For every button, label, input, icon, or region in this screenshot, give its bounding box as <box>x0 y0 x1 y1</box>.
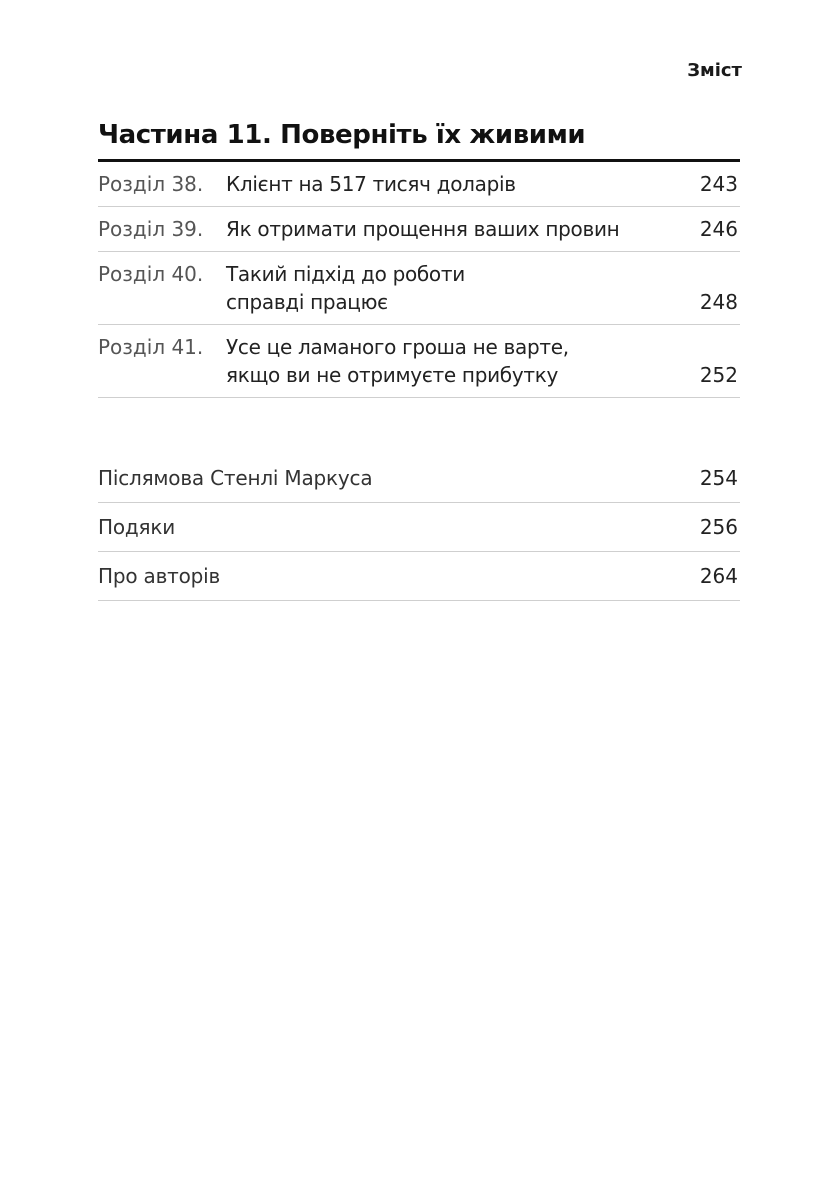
chapter-number: Розділ 38. <box>98 172 204 196</box>
toc-row-chapter-40[interactable] <box>98 252 740 325</box>
back-matter-list <box>98 454 740 601</box>
toc-row-chapter-39[interactable] <box>98 207 740 252</box>
toc-row-acknowledgements[interactable] <box>98 503 740 552</box>
page-number: 252 <box>699 363 738 387</box>
page-number: 246 <box>699 217 738 241</box>
chapter-title <box>226 215 692 243</box>
back-matter-title: Післямова Стенлі Маркуса <box>98 466 373 490</box>
running-header: Зміст <box>687 60 742 81</box>
toc-row-about-authors[interactable] <box>98 552 740 601</box>
chapter-number: Розділ 39. <box>98 217 204 241</box>
table-of-contents <box>98 118 740 601</box>
chapter-title <box>226 170 692 198</box>
part-title: Частина 11. Поверніть їх живими <box>98 118 740 162</box>
page-number: 256 <box>699 515 738 539</box>
chapter-title-line: Такий підхід до роботи <box>226 262 465 286</box>
chapter-title-line: якщо ви не отримуєте прибутку <box>226 363 559 387</box>
chapter-title <box>226 260 692 316</box>
toc-row-chapter-41[interactable] <box>98 325 740 398</box>
page-number: 254 <box>699 466 738 490</box>
back-matter-title: Подяки <box>98 515 176 539</box>
chapter-number: Розділ 41. <box>98 335 204 359</box>
chapter-title-line: Усе це ламаного гроша не варте, <box>226 335 569 359</box>
page-number: 243 <box>699 172 738 196</box>
chapter-number: Розділ 40. <box>98 262 204 286</box>
toc-row-chapter-38[interactable] <box>98 162 740 207</box>
toc-row-afterword[interactable] <box>98 454 740 503</box>
chapter-title-line: Клієнт на 517 тисяч доларів <box>226 172 516 196</box>
chapter-title-line: справді працює <box>226 290 388 314</box>
page-number: 264 <box>699 564 738 588</box>
chapter-title-line: Як отримати прощення ваших провин <box>226 217 620 241</box>
chapter-title <box>226 333 692 389</box>
back-matter-title: Про авторів <box>98 564 221 588</box>
page-number: 248 <box>699 290 738 314</box>
